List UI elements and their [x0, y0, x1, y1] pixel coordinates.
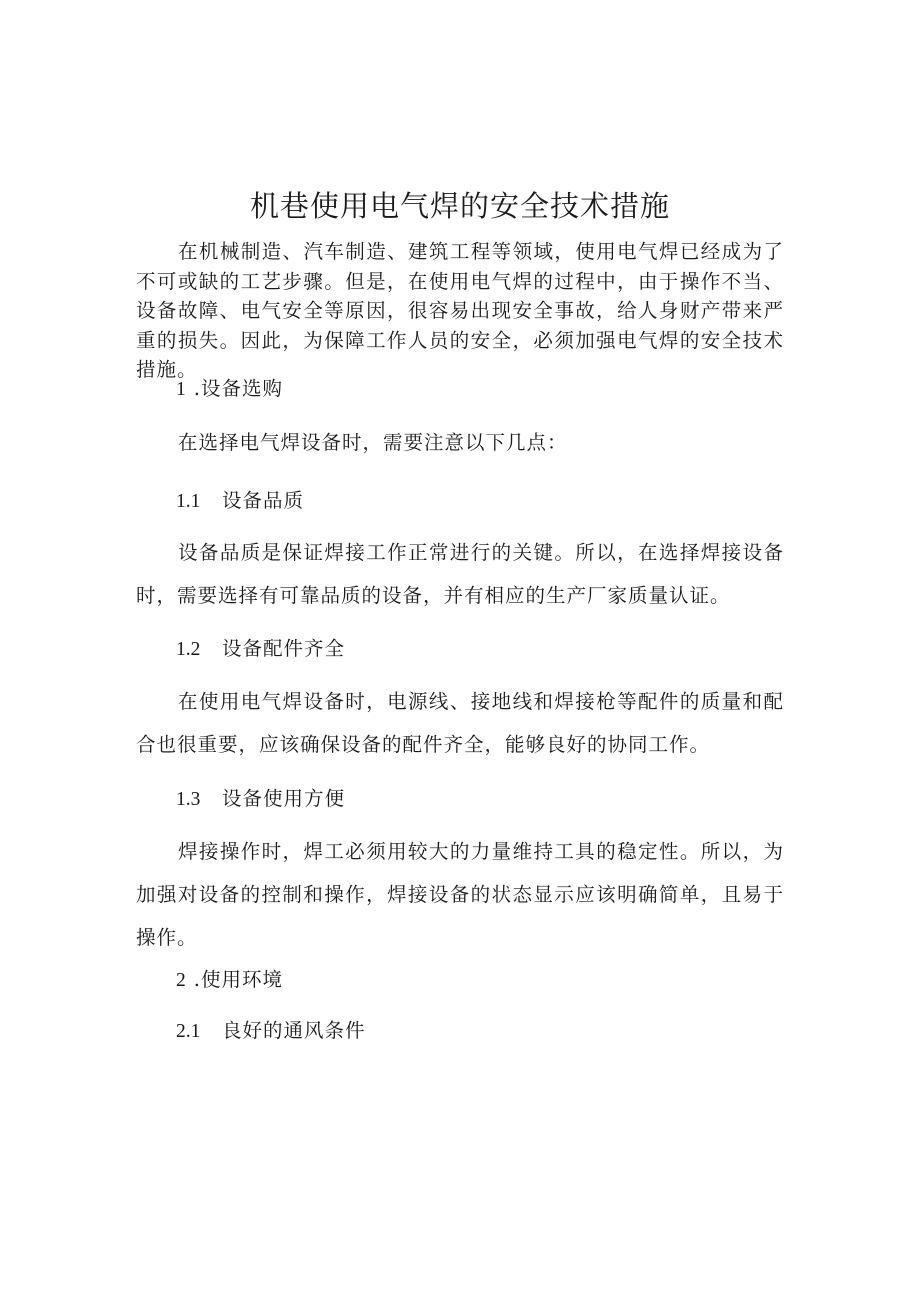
- document-title: 机巷使用电气焊的安全技术措施: [249, 189, 670, 223]
- subsection-1-1-number: 1.1: [176, 491, 201, 512]
- subsection-1-1-title: 设备品质: [222, 489, 305, 512]
- subsection-1-1-text: 设备品质是保证焊接工作正常进行的关键。所以，在选择焊接设备时，需要选择有可靠品质的设备，并有相应的生产厂家质量认证。: [136, 541, 784, 607]
- subsection-1-1-heading: [176, 486, 304, 517]
- subsection-1-2-title: 设备配件齐全: [222, 637, 346, 660]
- subsection-2-1-title: 良好的通风条件: [222, 1019, 366, 1042]
- section-2-title: .使用环境: [193, 968, 283, 991]
- subsection-2-1-heading: [176, 1016, 366, 1047]
- intro-paragraph: 在机械制造、汽车制造、建筑工程等领域，使用电气焊已经成为了不可或缺的工艺步骤。但是，在使用电气焊的过程中，由于操作不当、设备故障、电气安全等原因，很容易出现安全事故，给人身财产带来严重的损失。因此，为保障工作人员的安全，必须加强电气焊的安全技术措施。: [136, 240, 784, 381]
- section-1-lead: 在选择电气焊设备时，需要注意以下几点：: [178, 431, 568, 454]
- subsection-1-3-title: 设备使用方便: [222, 787, 346, 810]
- subsection-2-1-number: 2.1: [176, 1021, 201, 1042]
- subsection-1-2-text: 在使用电气焊设备时，电源线、接地线和焊接枪等配件的质量和配合也很重要，应该确保设备的配件齐全，能够良好的协同工作。: [136, 690, 784, 756]
- subsection-1-2-heading: [176, 634, 345, 665]
- subsection-1-2-number: 1.2: [176, 639, 201, 660]
- section-2-heading: [176, 965, 283, 996]
- section-2-number: 2: [176, 970, 186, 991]
- subsection-1-3-text: 焊接操作时，焊工必须用较大的力量维持工具的稳定性。所以，为加强对设备的控制和操作，焊接设备的状态显示应该明确简单，且易于操作。: [136, 840, 784, 949]
- section-1-title: .设备选购: [193, 377, 283, 400]
- section-1-number: 1: [176, 379, 186, 400]
- subsection-1-3-heading: [176, 784, 345, 815]
- section-1-heading: [176, 374, 283, 405]
- subsection-1-3-number: 1.3: [176, 789, 201, 810]
